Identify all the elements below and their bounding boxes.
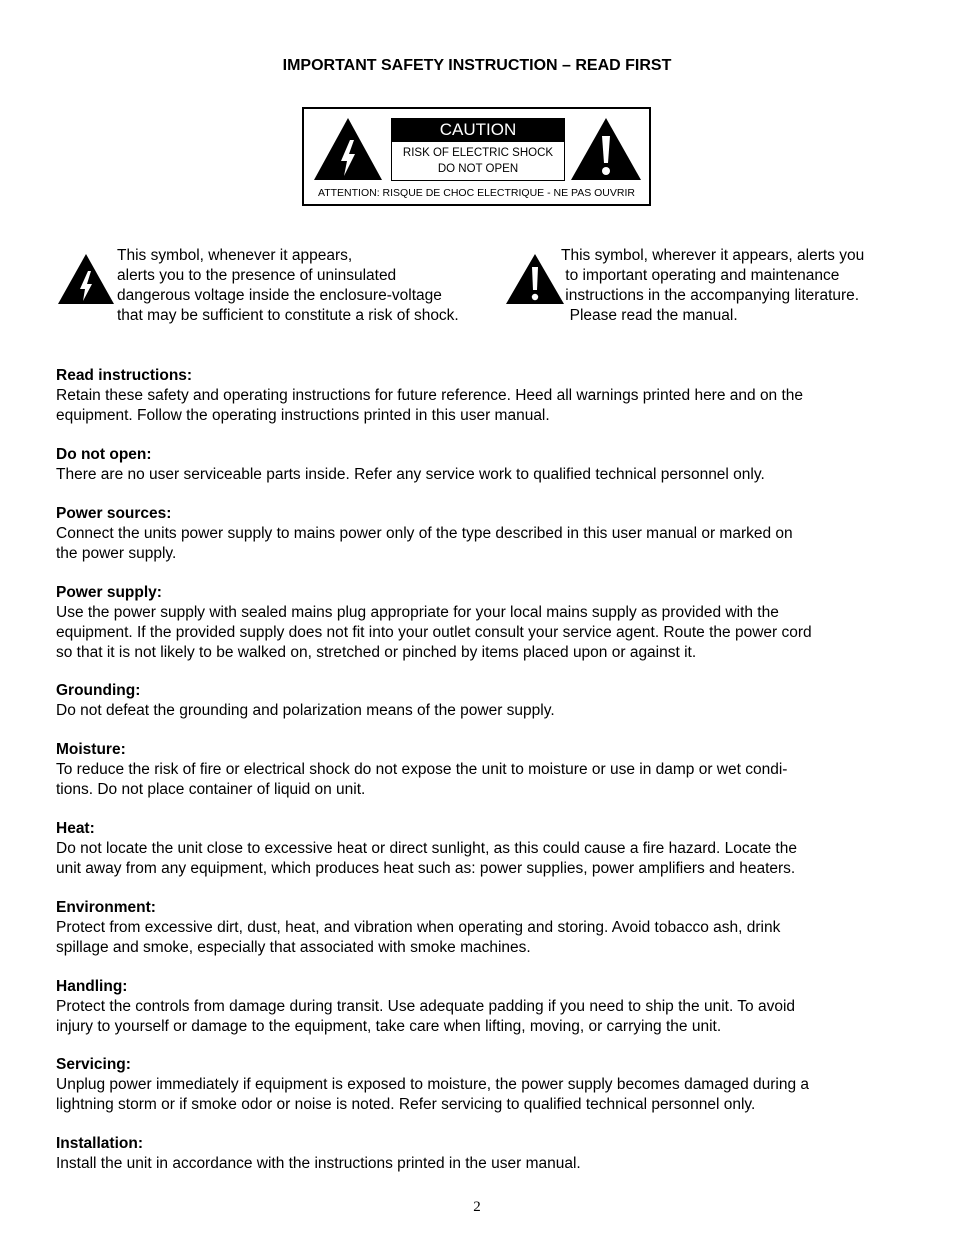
section-line: Install the unit in accordance with the instructions printed in the user manual. [56,1155,581,1172]
section-heading: Read instructions: [56,367,193,384]
section-line: Retain these safety and operating instructions for future reference. Heed all warnings printed here and on the [56,387,804,404]
lightning-symbol-icon [57,253,115,305]
section-power-supply [56,583,906,663]
lightning-warning-icon [312,116,384,182]
caution-label-box [302,107,651,206]
risk-text [391,141,565,181]
section-grounding [56,681,906,721]
section-line: Protect the controls from damage during transit. Use adequate padding if you need to ship the unit. To avoid [56,998,796,1015]
section-heading: Power supply: [56,584,162,601]
section-servicing [56,1055,906,1115]
section-line: unit away from any equipment, which produces heat such as: power supplies, power amplifiers and heaters. [56,860,796,877]
section-line: There are no user serviceable parts inside. Refer any service work to qualified technical personnel only. [56,466,765,483]
section-heading: Heat: [56,820,95,837]
text-line: This symbol, wherever it appears, alerts you [561,247,865,264]
attention-text: ATTENTION: RISQUE DE CHOC ELECTRIQUE - NE PAS OUVRIR [318,187,635,199]
section-moisture [56,740,906,800]
section-line: Use the power supply with sealed mains plug appropriate for your local mains supply as provided with the [56,604,779,621]
text-line: This symbol, whenever it appears, [117,247,353,264]
exclamation-symbol-icon [505,253,565,305]
text-line: to important operating and maintenance [561,267,840,284]
section-heading: Handling: [56,978,128,995]
section-heading: Servicing: [56,1056,131,1073]
section-line: the power supply. [56,545,177,562]
text-line: dangerous voltage inside the enclosure-voltage [117,287,442,304]
section-do-not-open [56,445,906,485]
section-line: Connect the units power supply to mains power only of the type described in this user manual or marked on [56,525,793,542]
page-number: 2 [473,1199,481,1215]
section-heading: Installation: [56,1135,143,1152]
section-line: Unplug power immediately if equipment is exposed to moisture, the power supply becomes damaged during a [56,1076,810,1093]
risk-line-2: DO NOT OPEN [437,163,519,175]
text-line: Please read the manual. [561,307,738,324]
lightning-symbol-description [117,246,459,326]
exclamation-symbol-description [561,246,864,326]
section-installation [56,1134,906,1174]
section-line: equipment. If the provided supply does not fit into your outlet consult your service agent. Route the power cord [56,624,812,641]
section-line: lightning storm or if smoke odor or noise is noted. Refer servicing to qualified technical personnel only. [56,1096,756,1113]
section-line: spillage and smoke, especially that associated with smoke machines. [56,939,531,956]
section-line: Do not locate the unit close to excessive heat or direct sunlight, as this could cause a fire hazard. Locate the [56,840,797,857]
section-heading: Do not open: [56,446,152,463]
page-title: IMPORTANT SAFETY INSTRUCTION – READ FIRST [282,57,672,74]
section-line: Do not defeat the grounding and polarization means of the power supply. [56,702,555,719]
caution-header: CAUTION [391,118,565,141]
exclamation-warning-icon [569,116,643,182]
risk-line-1: RISK OF ELECTRIC SHOCK [402,147,554,159]
section-heat [56,819,906,879]
section-handling [56,977,906,1037]
text-line: instructions in the accompanying literature. [561,287,860,304]
section-line: injury to yourself or damage to the equipment, take care when lifting, moving, or carrying the unit. [56,1018,722,1035]
section-heading: Environment: [56,899,156,916]
section-line: Protect from excessive dirt, dust, heat, and vibration when operating and storing. Avoid tobacco ash, drink [56,919,781,936]
section-line: tions. Do not place container of liquid on unit. [56,781,366,798]
text-line: that may be sufficient to constitute a risk of shock. [117,307,459,324]
section-line: equipment. Follow the operating instructions printed in this user manual. [56,407,550,424]
section-heading: Grounding: [56,682,141,699]
section-heading: Moisture: [56,741,126,758]
section-power-sources [56,504,906,564]
text-line: alerts you to the presence of uninsulated [117,267,397,284]
section-environment [56,898,906,958]
section-read-instructions [56,366,906,426]
section-line: To reduce the risk of fire or electrical shock do not expose the unit to moisture or use in damp or wet condi- [56,761,788,778]
section-line: so that it is not likely to be walked on, stretched or pinched by items placed upon or against it. [56,644,697,661]
section-heading: Power sources: [56,505,172,522]
